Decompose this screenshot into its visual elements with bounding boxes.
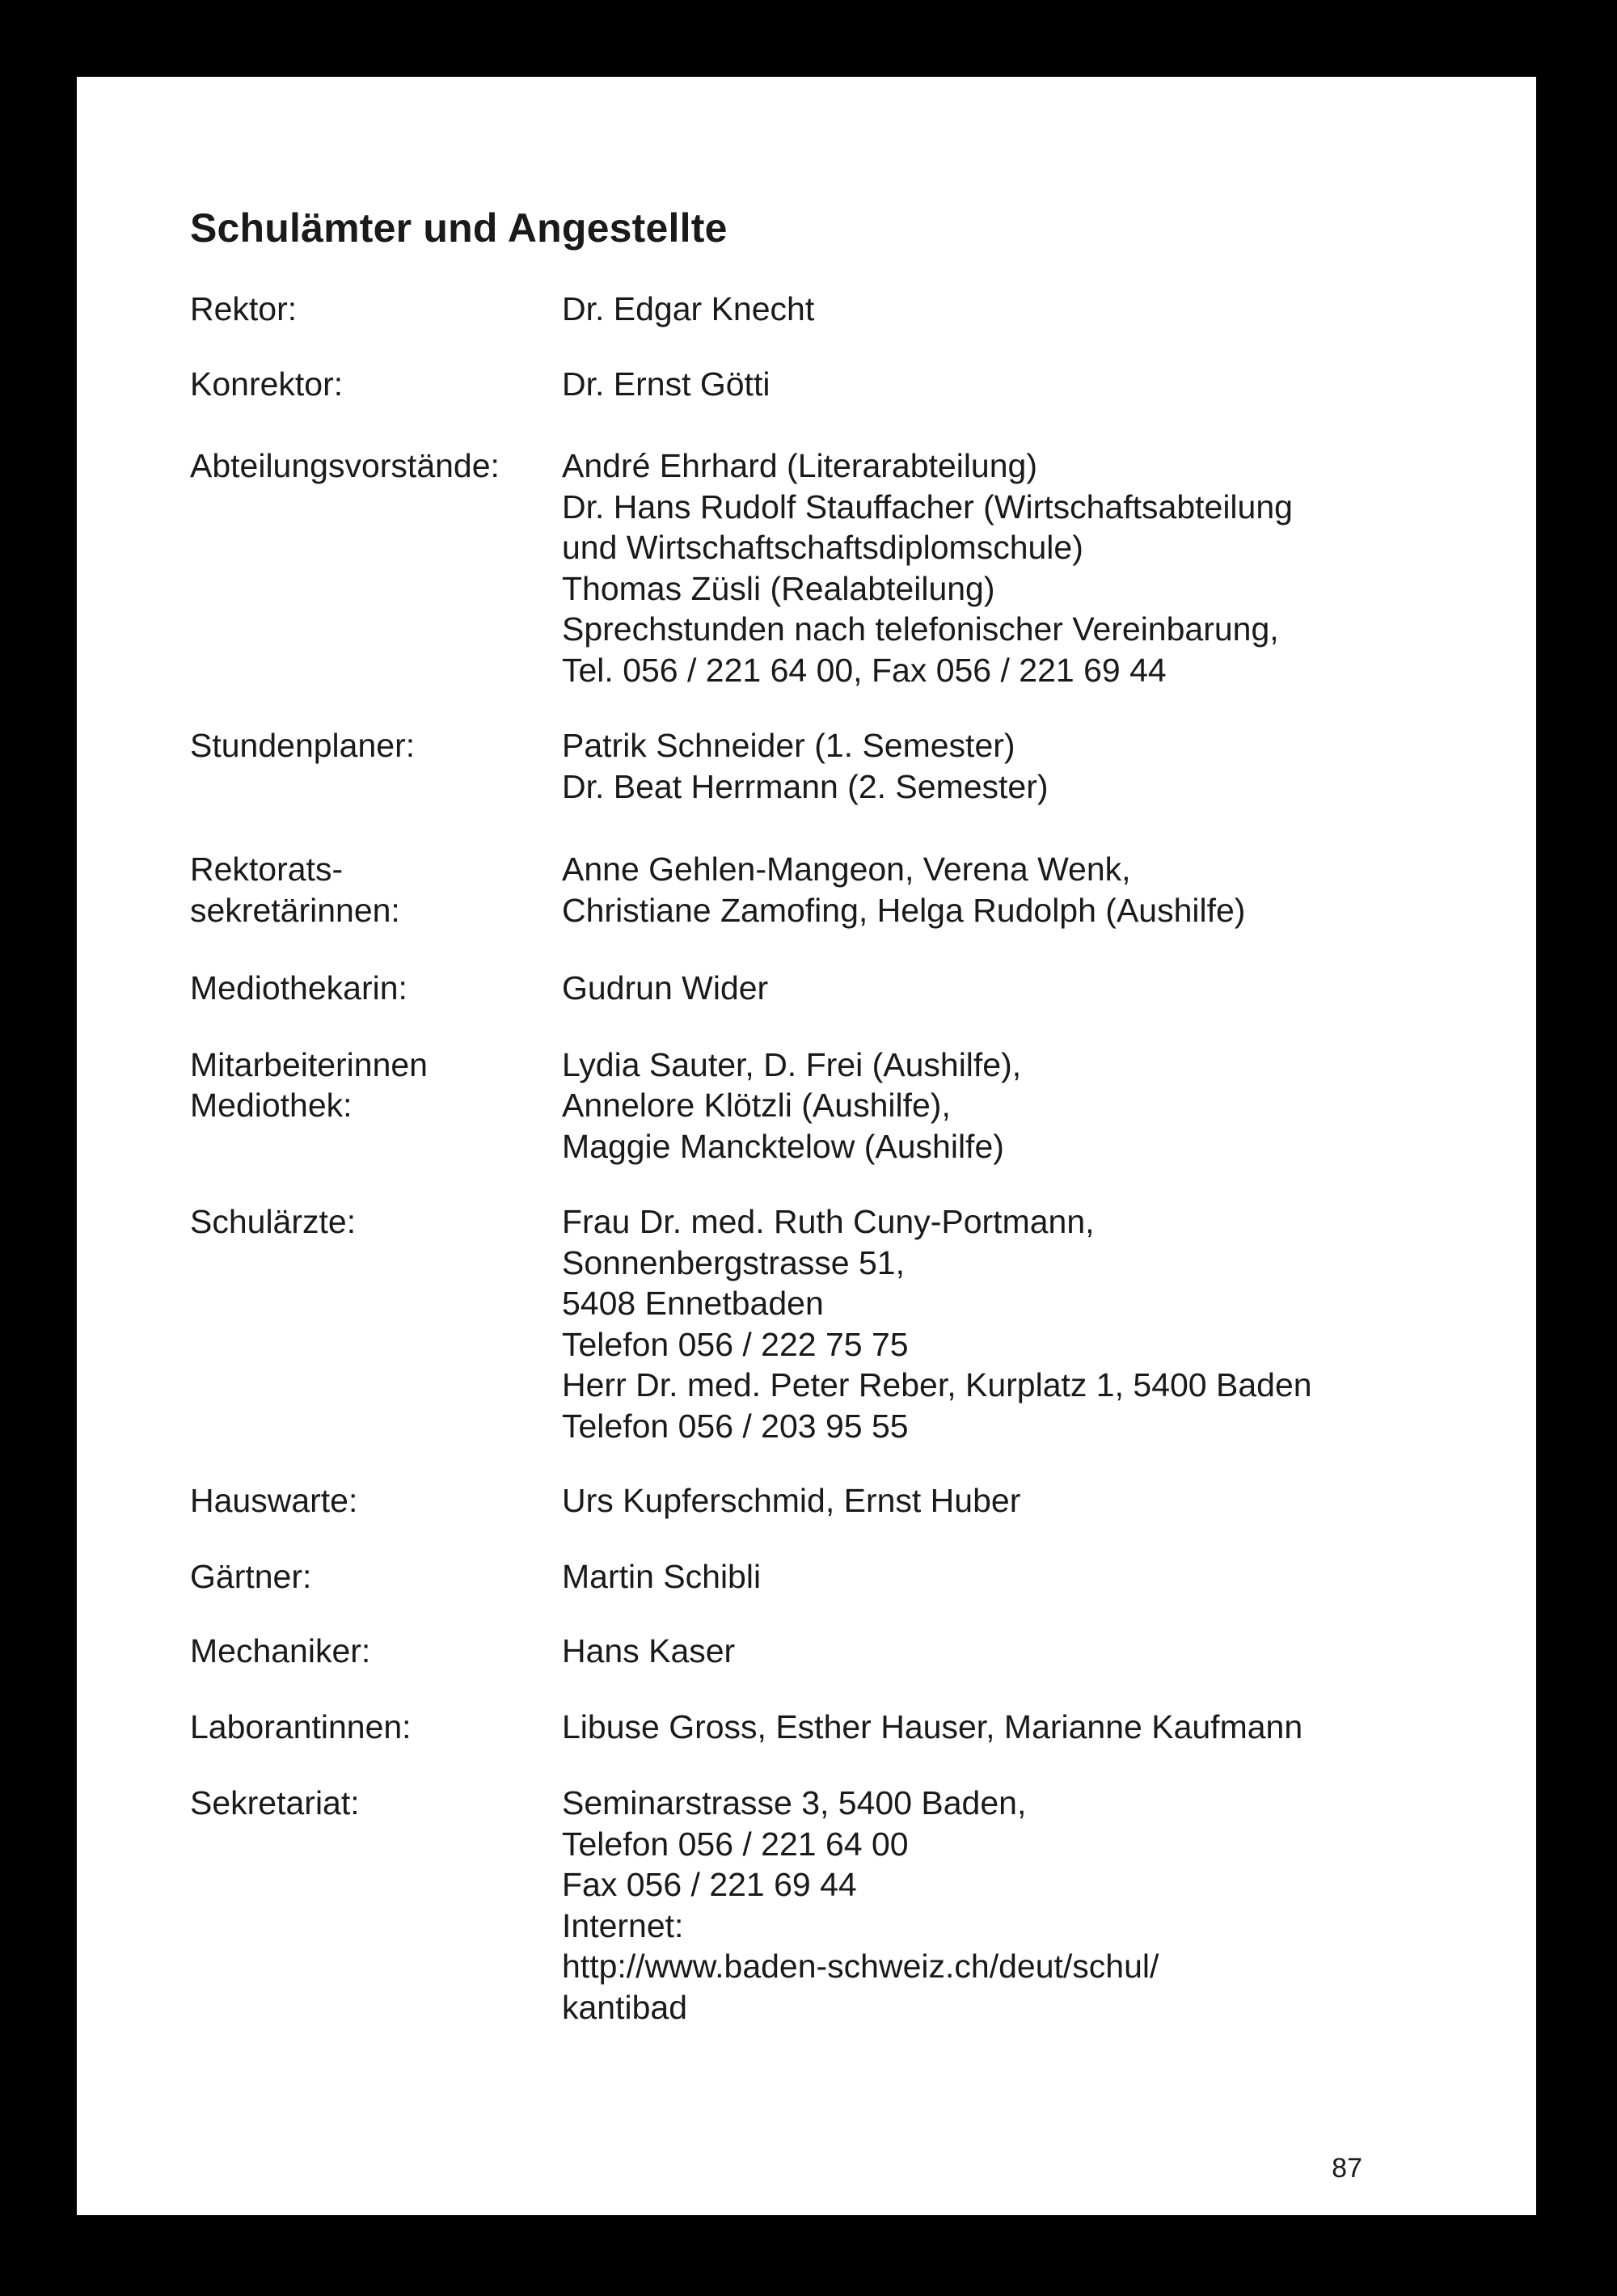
entry-value-line: Fax 056 / 221 69 44 [562,1866,857,1903]
entry-value [562,1707,1451,1748]
entry-value-line: http://www.baden-schweiz.ch/deut/schul/ [562,1948,1159,1985]
entry-value-line: Lydia Sauter, D. Frei (Aushilfe), [562,1045,1022,1083]
entry-value-line: Frau Dr. med. Ruth Cuny-Portmann, [562,1203,1095,1240]
entry-value-line: Annelore Klötzli (Aushilfe), [562,1087,951,1124]
entry-value [562,849,1451,931]
entry-label [190,968,562,1009]
entry-value [562,445,1451,690]
entry-value-line: Internet: [562,1906,684,1944]
staff-entry [190,445,1451,690]
staff-list [190,289,1451,2028]
entry-value-line: Hans Kaser [562,1632,736,1669]
document-page [77,77,1536,2215]
entry-label-line: Sekretariat: [190,1784,360,1821]
entry-label [190,1556,562,1597]
staff-entry [190,849,1451,931]
entry-label [190,445,562,690]
entry-value [562,1556,1451,1597]
entry-label [190,725,562,807]
staff-entry [190,1201,1451,1446]
entry-label [190,364,562,405]
entry-value-line: Telefon 056 / 222 75 75 [562,1325,909,1363]
entry-value [562,364,1451,405]
entry-label-line: Mechaniker: [190,1632,371,1669]
entry-value-line: Telefon 056 / 203 95 55 [562,1407,909,1445]
entry-label-line: Abteilungsvorstände: [190,447,500,484]
page-number: 87 [1332,2153,1362,2184]
entry-value [562,1201,1451,1446]
staff-entry [190,968,1451,1009]
entry-label [190,1480,562,1522]
entry-label-line: Hauswarte: [190,1482,358,1519]
entry-value-line: Tel. 056 / 221 64 00, Fax 056 / 221 69 44 [562,651,1167,689]
entry-value [562,1045,1451,1167]
entry-value [562,1631,1451,1672]
entry-value-line: Patrik Schneider (1. Semester) [562,727,1015,764]
entry-label-line: Laborantinnen: [190,1707,412,1745]
staff-entry [190,725,1451,807]
entry-value [562,968,1451,1009]
entry-label-line: Konrektor: [190,365,344,403]
entry-label-line: Gärtner: [190,1557,312,1595]
entry-label-line: Mitarbeiterinnen [190,1045,428,1083]
page-title: Schulämter und Angestellte [190,205,728,251]
entry-value [562,1480,1451,1522]
entry-label [190,1707,562,1748]
staff-entry [190,289,1451,330]
entry-label-line: Rektorats- [190,850,344,888]
entry-value [562,289,1451,330]
entry-value [562,725,1451,807]
entry-value-line: Telefon 056 / 221 64 00 [562,1825,909,1863]
entry-value-line: Dr. Edgar Knecht [562,290,815,327]
staff-entry [190,1480,1451,1522]
entry-value-line: kantibad [562,1988,688,2026]
staff-entry [190,1707,1451,1748]
staff-entry [190,1556,1451,1597]
entry-value-line: Dr. Hans Rudolf Stauffacher (Wirtschaftsabteilung [562,487,1293,525]
entry-value-line: Urs Kupferschmid, Ernst Huber [562,1482,1021,1519]
entry-label-line: Mediothek: [190,1087,353,1124]
entry-value-line: Seminarstrasse 3, 5400 Baden, [562,1784,1027,1821]
entry-value-line: Dr. Ernst Götti [562,365,771,403]
entry-value-line: Christiane Zamofing, Helga Rudolph (Aushilfe) [562,891,1246,929]
entry-label [190,849,562,931]
entry-label-line: Mediothekarin: [190,969,407,1007]
staff-entry [190,1045,1451,1167]
entry-value-line: Maggie Mancktelow (Aushilfe) [562,1127,1004,1165]
entry-label-line: sekretärinnen: [190,891,400,929]
entry-value-line: Thomas Züsli (Realabteilung) [562,569,995,607]
entry-value-line: Anne Gehlen-Mangeon, Verena Wenk, [562,850,1131,888]
entry-value-line: Sprechstunden nach telefonischer Vereinbarung, [562,610,1279,648]
entry-value-line: Martin Schibli [562,1557,762,1595]
entry-label-line: Schulärzte: [190,1203,357,1240]
entry-value-line: Sonnenbergstrasse 51, [562,1243,905,1281]
entry-value-line: Libuse Gross, Esther Hauser, Marianne Kaufmann [562,1707,1303,1745]
entry-value-line: André Ehrhard (Literarabteilung) [562,447,1037,484]
entry-value [562,1783,1451,2028]
entry-value-line: Dr. Beat Herrmann (2. Semester) [562,767,1049,805]
entry-label-line: Stundenplaner: [190,727,416,764]
staff-entry [190,1631,1451,1672]
entry-value-line: Gudrun Wider [562,969,769,1007]
entry-label [190,1631,562,1672]
staff-entry [190,364,1451,405]
entry-label [190,289,562,330]
entry-label-line: Rektor: [190,290,298,327]
entry-label [190,1201,562,1446]
entry-label [190,1783,562,2028]
entry-value-line: 5408 Ennetbaden [562,1285,824,1322]
entry-value-line: Herr Dr. med. Peter Reber, Kurplatz 1, 5400 Baden [562,1366,1312,1403]
entry-label [190,1045,562,1167]
entry-value-line: und Wirtschaftschaftsdiplomschule) [562,529,1083,566]
staff-entry [190,1783,1451,2028]
